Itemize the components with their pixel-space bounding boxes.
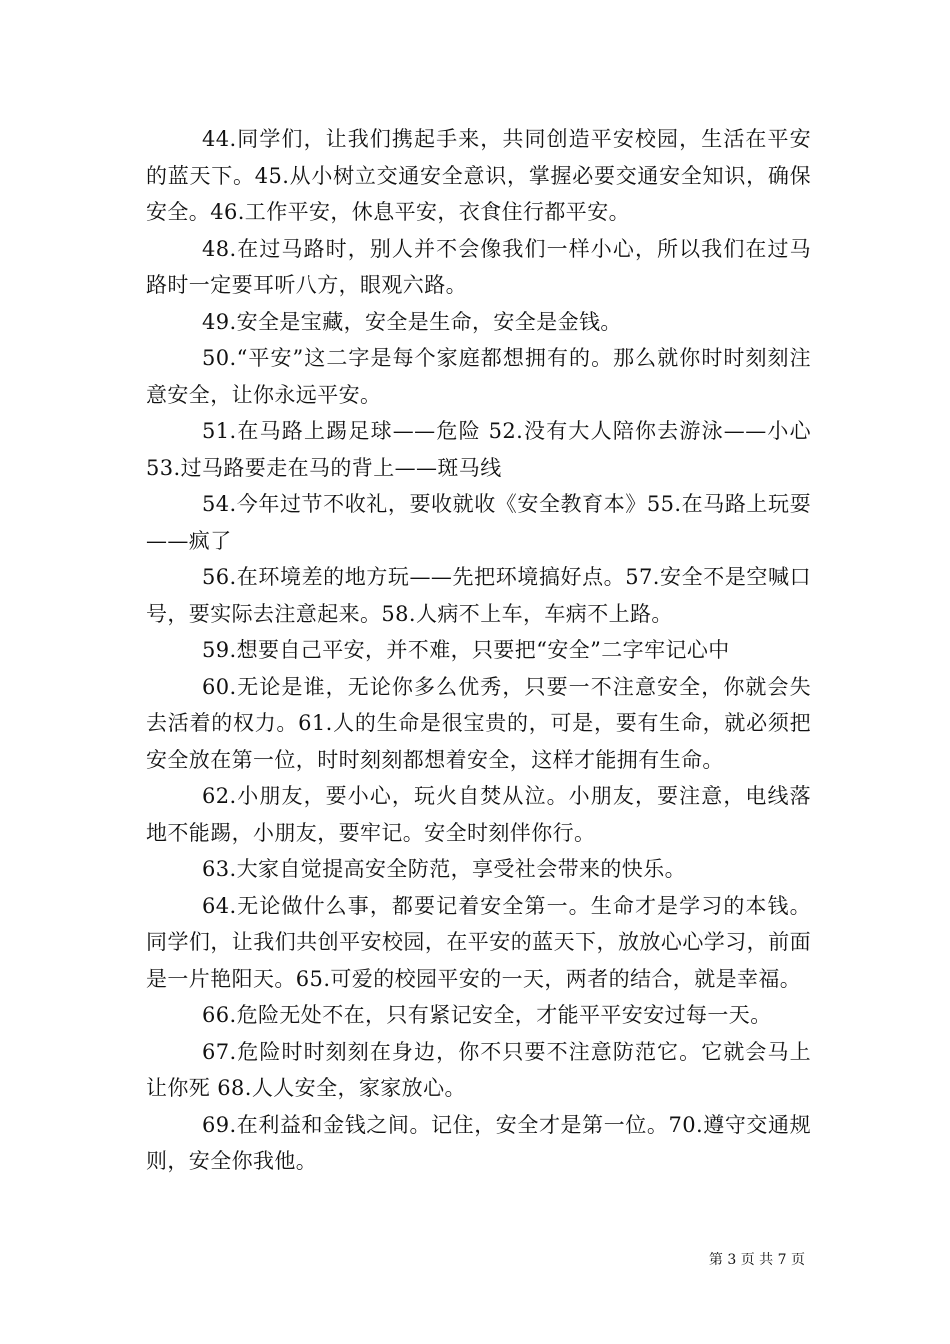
paragraph-66: 66.危险无处不在，只有紧记安全，才能平平安安过每一天。	[202, 1003, 772, 1027]
page-number: 第 3 页 共 7 页	[708, 1252, 805, 1268]
paragraph-59: 59.想要自己平安，并不难，只要把“安全”二字牢记心中	[202, 638, 730, 662]
paragraph-60-61: 60.无论是谁，无论你多么优秀，只要一不注意安全，你就会失去活着的权力。61.人的生命是很宝贵的，可是，要有生命，就必须把安全放在第一位，时时刻刻都想着安全，这样才能拥有生命。	[146, 674, 811, 772]
paragraph-69-70: 69.在利益和金钱之间。记住，安全才是第一位。70.遵守交通规则，安全你我他。	[146, 1112, 811, 1173]
paragraph-67-68: 67.危险时时刻刻在身边，你不只要不注意防范它。它就会马上让你死 68.人人安全，家家放心。	[146, 1039, 811, 1100]
paragraph-50: 50.“平安”这二字是每个家庭都想拥有的。那么就你时时刻刻注意安全，让你永远平安。	[146, 346, 811, 407]
paragraph-64-65: 64.无论做什么事，都要记着安全第一。生命才是学习的本钱。同学们，让我们共创平安校园，在平安的蓝天下，放放心心学习，前面是一片艳阳天。65.可爱的校园平安的一天，两者的结合，就是幸福。	[146, 893, 811, 991]
paragraph-54-55: 54.今年过节不收礼，要收就收《安全教育本》55.在马路上玩耍——疯了	[146, 492, 811, 553]
paragraph-51-53: 51.在马路上踢足球——危险 52.没有大人陪你去游泳——小心 53.过马路要走在马的背上——斑马线	[146, 419, 811, 480]
paragraph-44-46: 44.同学们，让我们携起手来，共同创造平安校园，生活在平安的蓝天下。45.从小树立交通安全意识，掌握必要交通安全知识，确保安全。46.工作平安，休息平安，衣食住行都平安。	[146, 127, 811, 224]
paragraph-48: 48.在过马路时，别人并不会像我们一样小心，所以我们在过马路时一定要耳听八方，眼观六路。	[146, 236, 811, 297]
paragraph-56-58: 56.在环境差的地方玩——先把环境搞好点。57.安全不是空喊口号，要实际去注意起来。58.人病不上车，车病不上路。	[146, 565, 811, 626]
paragraph-49: 49.安全是宝藏，安全是生命，安全是金钱。	[202, 309, 622, 334]
document-body	[146, 121, 811, 1180]
paragraph-62: 62.小朋友，要小心，玩火自焚从泣。小朋友，要注意，电线落地不能踢，小朋友，要牢记。安全时刻伴你行。	[146, 784, 811, 845]
paragraph-63: 63.大家自觉提高安全防范，享受社会带来的快乐。	[202, 857, 686, 881]
